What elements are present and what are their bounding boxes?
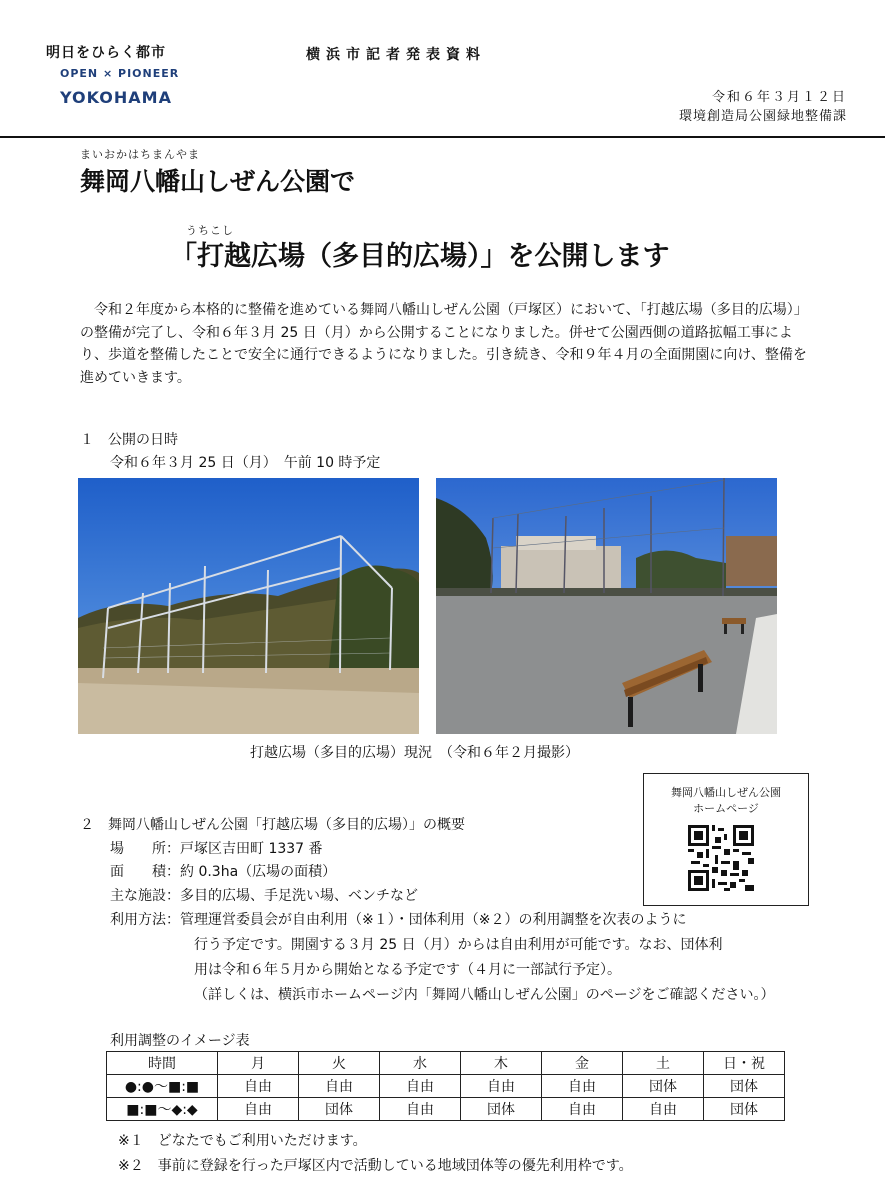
table-cell: 団体	[299, 1098, 380, 1121]
facilities-row	[110, 885, 418, 905]
table-cell: 自由	[218, 1098, 299, 1121]
header-time: 時間	[107, 1052, 218, 1075]
header-fri: 金	[542, 1052, 623, 1075]
usage-line-3: 用は令和６年５月から開始となる予定です（４月に一部試行予定）。	[194, 962, 621, 978]
release-date: 令和６年３月１２日	[711, 90, 847, 105]
photo-caption: 打越広場（多目的広場）現況 （令和６年２月撮影）	[250, 745, 579, 761]
headline-line-1: 舞岡八幡山しぜん公園で	[80, 167, 356, 196]
headline-line-2: 「打越広場（多目的広場）」を公開します	[170, 241, 670, 272]
usage-label: 利用方法：	[110, 912, 180, 928]
section-1-title: １ 公開の日時	[80, 432, 178, 448]
schedule-table	[106, 1051, 785, 1121]
table-cell: 団体	[704, 1098, 785, 1121]
location-value: 戸塚区吉田町 1337 番	[180, 841, 323, 857]
header-tue: 火	[299, 1052, 380, 1075]
area-row	[110, 861, 336, 881]
table-cell: 自由	[542, 1075, 623, 1098]
table-cell: 自由	[218, 1075, 299, 1098]
area-label: 面 積：	[110, 864, 180, 880]
table-cell: 自由	[542, 1098, 623, 1121]
table-cell: 自由	[623, 1098, 704, 1121]
schedule-table-title: 利用調整のイメージ表	[110, 1033, 250, 1049]
row-time: ■:■～◆:◆	[107, 1098, 218, 1121]
headline-ruby-1: まいおかはちまんやま	[80, 148, 200, 161]
qr-label-line-2: ホームページ	[693, 802, 759, 815]
logo-brand-sub: OPEN × PIONEER	[60, 67, 180, 80]
opening-datetime: 令和６年３月 25 日（月） 午前 10 時予定	[110, 455, 381, 471]
note-2: ※２ 事前に登録を行った戸塚区内で活動している地域団体等の優先利用枠です。	[118, 1158, 633, 1174]
table-cell: 団体	[704, 1075, 785, 1098]
section-2-title: ２ 舞岡八幡山しぜん公園「打越広場（多目的広場）」の概要	[80, 817, 465, 833]
header-thu: 木	[461, 1052, 542, 1075]
usage-line-1: 管理運営委員会が自由利用（※１）・団体利用（※２）の利用調整を次表のように	[180, 912, 687, 928]
intro-paragraph: 令和２年度から本格的に整備を進めている舞岡八幡山しぜん公園（戸塚区）において、「打越広場（多目的広場）」の整備が完了し、令和６年３月 25 日（月）から公開することになりました。併せて公園西側の道路拡幅工事により、歩道を整備したことで安全に通行できるようになりました。引き続き、令和９年４月の全面開園に向け、整備を進めていきます。	[80, 302, 808, 386]
logo-tagline: 明日をひらく都市	[46, 45, 166, 61]
table-row	[107, 1075, 785, 1098]
usage-block	[110, 908, 800, 1008]
table-cell: 自由	[461, 1075, 542, 1098]
headline-ruby-2: うちこし	[186, 224, 234, 237]
location-row	[110, 838, 323, 858]
table-cell: 自由	[299, 1075, 380, 1098]
table-cell: 団体	[461, 1098, 542, 1121]
qr-code-icon[interactable]	[688, 825, 754, 891]
header-wed: 水	[380, 1052, 461, 1075]
facilities-label: 主な施設：	[110, 888, 180, 904]
usage-line-4: （詳しくは、横浜市ホームページ内「舞岡八幡山しぜん公園」のページをご確認ください。）	[194, 987, 775, 1003]
table-cell: 団体	[623, 1075, 704, 1098]
table-cell: 自由	[380, 1098, 461, 1121]
header-divider	[0, 136, 885, 138]
note-1: ※１ どなたでもご利用いただけます。	[118, 1133, 367, 1149]
row-time: ●:●～■:■	[107, 1075, 218, 1098]
table-row	[107, 1098, 785, 1121]
schedule-header-row	[107, 1052, 785, 1075]
header-sun-holiday: 日・祝	[704, 1052, 785, 1075]
photo-net-fence	[78, 478, 419, 734]
facilities-value: 多目的広場、手足洗い場、ベンチなど	[180, 888, 418, 904]
department: 環境創造局公園緑地整備課	[678, 109, 847, 124]
area-value: 約 0.3ha（広場の面積）	[180, 864, 337, 880]
table-cell: 自由	[380, 1075, 461, 1098]
press-release-title: 横浜市記者発表資料	[306, 47, 486, 63]
header-sat: 土	[623, 1052, 704, 1075]
photo-plaza-benches	[436, 478, 777, 734]
usage-line-2: 行う予定です。開園する３月 25 日（月）からは自由利用が可能です。なお、団体利	[194, 937, 723, 953]
location-label: 場 所：	[110, 841, 180, 857]
header-mon: 月	[218, 1052, 299, 1075]
logo-brand: YOKOHAMA	[60, 88, 172, 107]
qr-label-line-1: 舞岡八幡山しぜん公園	[671, 786, 781, 799]
